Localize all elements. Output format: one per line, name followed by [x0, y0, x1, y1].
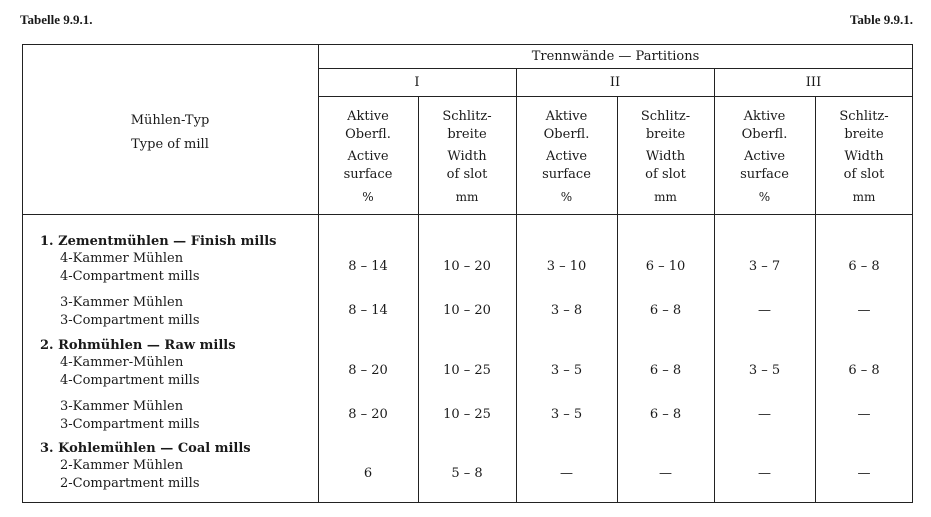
slot-header-line: Width [844, 149, 884, 164]
surface-header-line: Oberfl. [543, 127, 590, 142]
surface-header-line: % [758, 190, 771, 204]
caption-german: Tabelle 9.9.1. [20, 12, 93, 27]
table-cell: 10 – 25 [443, 407, 491, 422]
table-cell: 8 – 14 [348, 259, 388, 274]
row-label-en: 3-Compartment mills [60, 313, 200, 328]
slot-header-line: Schlitz- [839, 109, 889, 124]
table-cell: — [758, 407, 771, 422]
section-title: 1. Zementmühlen — Finish mills [40, 234, 277, 249]
surface-header-line: surface [740, 167, 789, 182]
table-cell: 8 – 14 [348, 303, 388, 318]
surface-header-line: % [362, 190, 374, 204]
partition-label: III [805, 75, 822, 90]
table-cell: 6 – 8 [848, 259, 880, 274]
partitions-header: Trennwände — Partitions [531, 49, 700, 64]
table-cell: — [857, 303, 871, 318]
table-cell: — [758, 303, 771, 318]
table-cell: 8 – 20 [348, 407, 388, 422]
slot-header-line: of slot [843, 167, 885, 182]
table-cell: 10 – 20 [443, 303, 491, 318]
caption-english: Table 9.9.1. [849, 12, 913, 27]
row-label-de: 4-Kammer-Mühlen [60, 355, 184, 370]
surface-header-line: Aktive [347, 109, 389, 124]
table-cell: 6 [363, 466, 373, 481]
surface-header-line: surface [542, 167, 591, 182]
table-cell: 3 – 5 [748, 363, 781, 378]
section-title: 2. Rohmühlen — Raw mills [40, 338, 236, 353]
row-label-en: 3-Compartment mills [60, 417, 200, 432]
table-cell: 5 – 8 [451, 466, 483, 481]
table-cell: 6 – 8 [649, 303, 682, 318]
table-cell: — [659, 466, 672, 481]
table-cell: — [857, 407, 871, 422]
table-cell: 8 – 20 [348, 363, 388, 378]
row-label-de: 3-Kammer Mühlen [60, 295, 184, 310]
divider [318, 68, 913, 69]
table-cell: — [758, 466, 771, 481]
table-cell: 3 – 8 [550, 303, 583, 318]
table-cell: — [857, 466, 871, 481]
row-label-en: 4-Compartment mills [60, 269, 200, 284]
surface-header-line: Oberfl. [741, 127, 788, 142]
mill-type-label-en: Type of mill [131, 137, 209, 152]
slot-header-line: Width [447, 149, 487, 164]
surface-header-line: Aktive [743, 109, 786, 124]
divider [22, 214, 913, 215]
table-cell: 3 – 5 [550, 363, 583, 378]
surface-header-line: Oberfl. [345, 127, 391, 142]
slot-header-line: breite [844, 127, 884, 142]
slot-header-line: mm [455, 190, 479, 204]
surface-header-line: surface [343, 167, 393, 182]
table-cell: — [560, 466, 573, 481]
mill-type-label-de: Mühlen-Typ [130, 113, 210, 128]
surface-header-line: Aktive [545, 109, 588, 124]
slot-header-line: of slot [645, 167, 686, 182]
partition-label: I [414, 75, 420, 90]
row-label-de: 3-Kammer Mühlen [60, 399, 184, 414]
row-label-en: 2-Compartment mills [60, 476, 200, 491]
partition-label: II [609, 75, 621, 90]
slot-header-line: Width [645, 149, 686, 164]
surface-header-line: % [560, 190, 573, 204]
row-label-en: 4-Compartment mills [60, 373, 200, 388]
table-cell: 3 – 7 [748, 259, 781, 274]
section-title: 3. Kohlemühlen — Coal mills [40, 441, 251, 456]
slot-header-line: Schlitz- [640, 109, 691, 124]
surface-header-line: Active [347, 149, 389, 164]
table-cell: 6 – 10 [645, 259, 686, 274]
table-cell: 3 – 10 [546, 259, 587, 274]
row-label-de: 4-Kammer Mühlen [60, 251, 184, 266]
table-cell: 10 – 20 [443, 259, 491, 274]
row-label-de: 2-Kammer Mühlen [60, 458, 184, 473]
slot-header-line: mm [852, 190, 876, 204]
surface-header-line: Active [743, 149, 786, 164]
table-cell: 6 – 8 [649, 363, 682, 378]
slot-header-line: breite [447, 127, 487, 142]
slot-header-line: of slot [446, 167, 488, 182]
table-cell: 6 – 8 [848, 363, 880, 378]
surface-header-line: Active [545, 149, 588, 164]
table-cell: 6 – 8 [649, 407, 682, 422]
slot-header-line: breite [645, 127, 686, 142]
divider [318, 96, 913, 97]
slot-header-line: mm [654, 190, 677, 204]
slot-header-line: Schlitz- [442, 109, 492, 124]
table-cell: 3 – 5 [550, 407, 583, 422]
table-cell: 10 – 25 [443, 363, 491, 378]
